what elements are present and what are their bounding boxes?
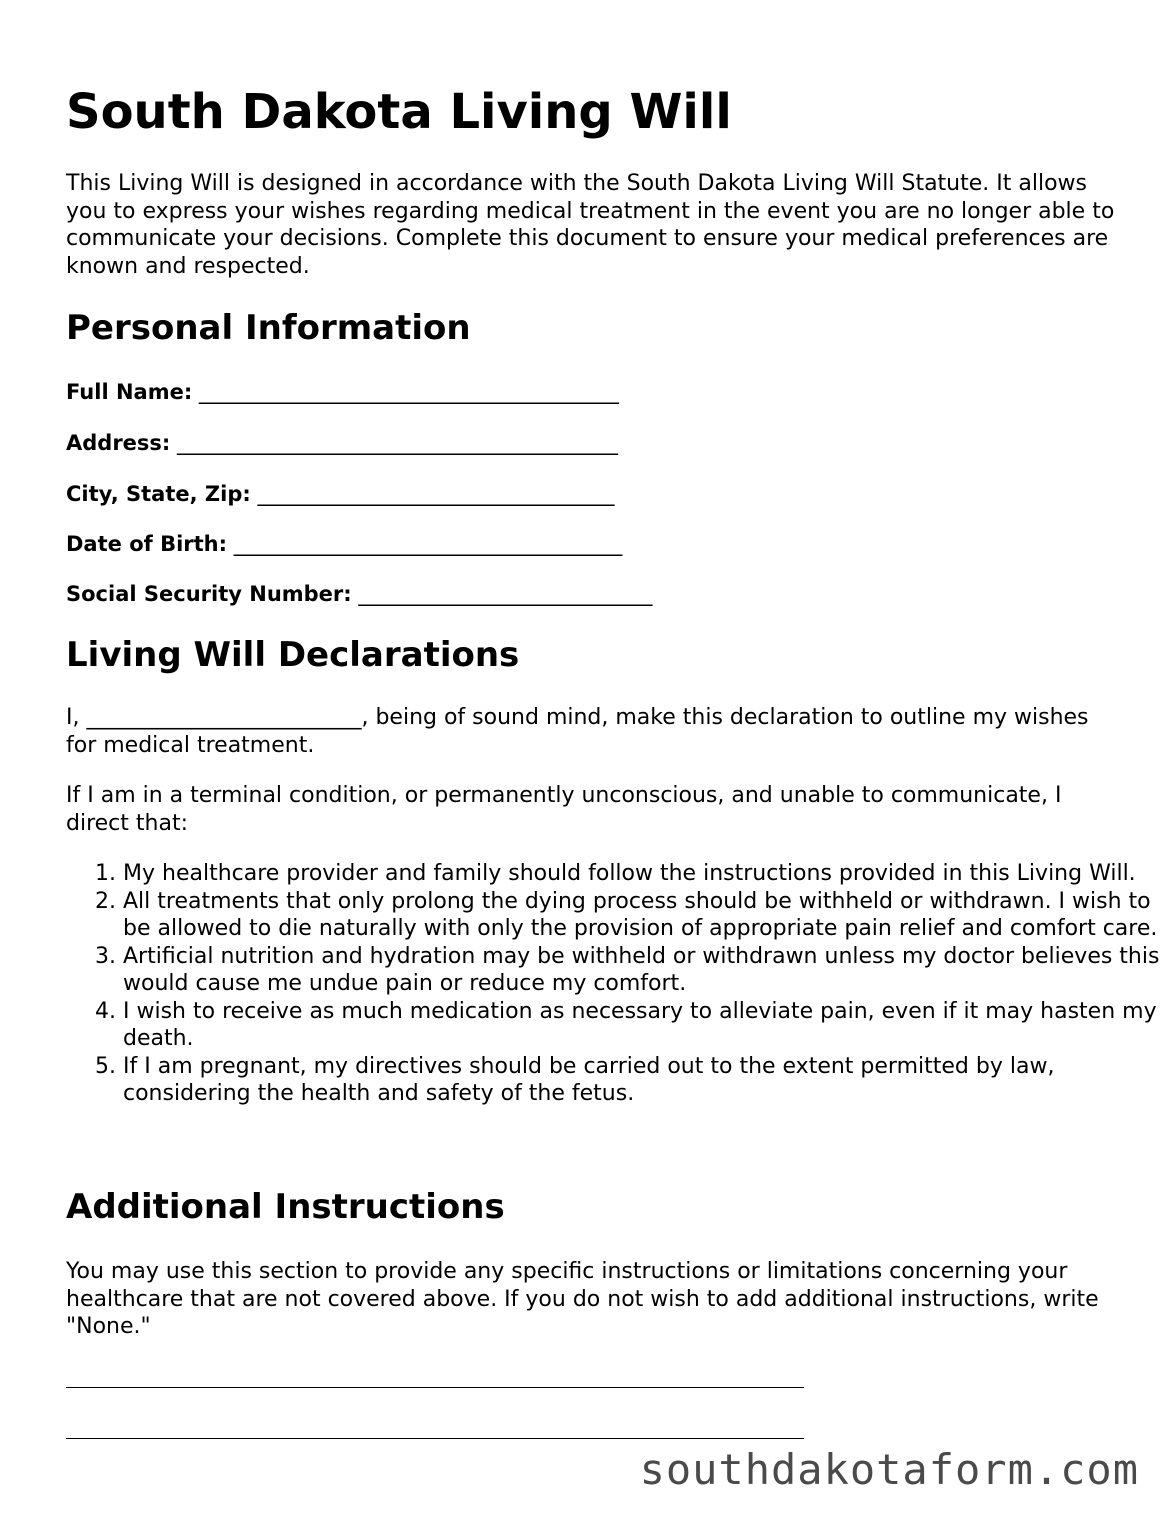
ssn-blank[interactable]: ____________________________ xyxy=(358,582,653,606)
city-state-zip-field[interactable] xyxy=(66,481,614,507)
additional-instructions-heading: Additional Instructions xyxy=(66,1187,505,1227)
living-will-declarations-heading: Living Will Declarations xyxy=(66,635,520,675)
directive-item: 3. Artificial nutrition and hydration may be withheld or withdrawn unless my doctor believes this would cause me undue pain or reduce my comfort. xyxy=(123,943,1173,998)
ssn-field[interactable] xyxy=(66,581,652,607)
personal-information-heading: Personal Information xyxy=(66,308,471,348)
directive-item: 2. All treatments that only prolong the dying process should be withheld or withdrawn. I wish to be allowed to die naturally with only the provision of appropriate pain relief and comfort care. xyxy=(123,888,1173,943)
date-of-birth-field[interactable] xyxy=(66,531,622,557)
address-label: Address: xyxy=(66,431,171,455)
city-state-zip-blank[interactable]: __________________________________ xyxy=(257,482,615,506)
address-blank[interactable]: __________________________________________ xyxy=(177,431,619,455)
full-name-field[interactable] xyxy=(66,379,619,405)
watermark-text: southdakotaform.com xyxy=(639,1445,1139,1494)
intro-paragraph: This Living Will is designed in accordance with the South Dakota Living Will Statute. It allows you to express your wishes regarding medical treatment in the event you are no longer able to communicate your decisions. Complete this document to ensure your medical preferences are known and respected. xyxy=(66,171,1115,279)
directive-item: 5. If I am pregnant, my directives should be carried out to the extent permitted by law, considering the health and safety of the fetus. xyxy=(123,1053,1173,1108)
address-field[interactable] xyxy=(66,430,618,456)
additional-instructions-line-1[interactable] xyxy=(66,1387,804,1388)
directive-item: 4. I wish to receive as much medication as necessary to alleviate pain, even if it may hasten my death. xyxy=(123,998,1173,1053)
full-name-blank[interactable]: ________________________________________ xyxy=(198,380,619,404)
date-of-birth-blank[interactable]: _____________________________________ xyxy=(233,532,623,556)
condition-statement: If I am in a terminal condition, or permanently unconscious, and unable to communicate, I direct that: xyxy=(66,783,1062,836)
ssn-label: Social Security Number: xyxy=(66,582,352,606)
additional-instructions-text: You may use this section to provide any specific instructions or limitations concerning your healthcare that are not covered above. If you do not wish to add additional instructions, write "None." xyxy=(66,1259,1099,1339)
directive-item: 1. My healthcare provider and family should follow the instructions provided in this Living Will. xyxy=(123,860,1173,888)
declaration-statement: I, _________________________, being of sound mind, make this declaration to outline my wishes for medical treatment. xyxy=(66,705,1089,758)
additional-instructions-line-2[interactable] xyxy=(66,1438,804,1439)
date-of-birth-label: Date of Birth: xyxy=(66,532,228,556)
directives-list xyxy=(66,860,1173,1108)
city-state-zip-label: City, State, Zip: xyxy=(66,482,251,506)
document-title: South Dakota Living Will xyxy=(66,84,732,140)
full-name-label: Full Name: xyxy=(66,380,193,404)
